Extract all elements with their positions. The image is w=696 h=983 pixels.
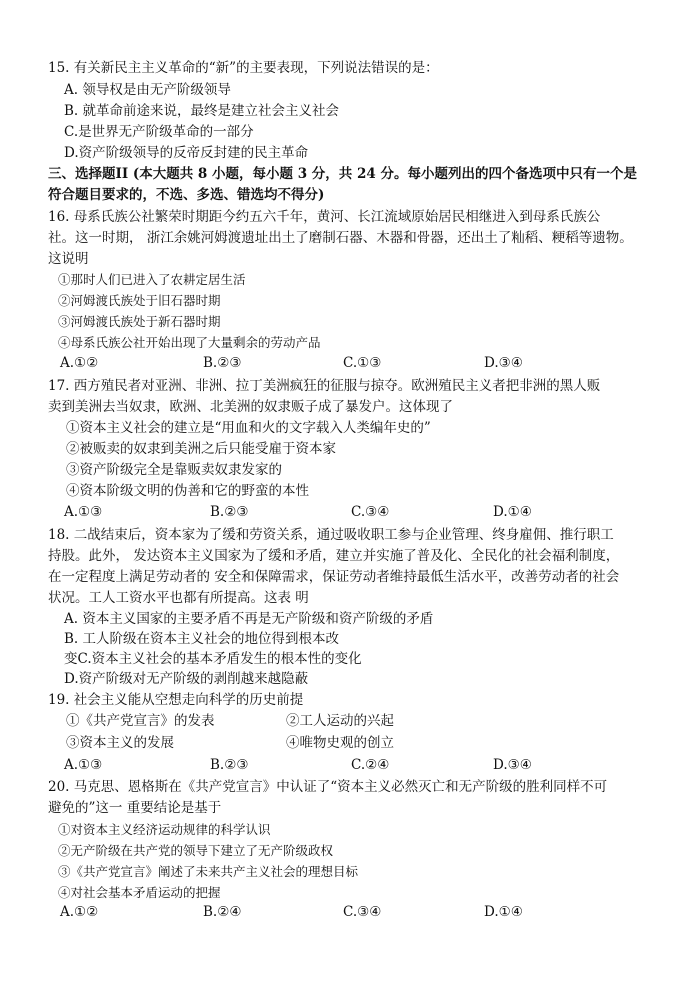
q20-stem-line1: 20. 马克思、恩格斯在《共产党宣言》中认证了“资本主义必然灭亡和无产阶级的胜利同样不可 — [48, 779, 608, 795]
q17-stem-line1: 17. 西方殖民者对亚洲、非洲、拉丁美洲疯狂的征服与掠夺。欧洲殖民主义者把非洲的黑人贩 — [48, 378, 601, 394]
q16-choice-a: A.①② — [60, 355, 99, 371]
q15-option-c: C.是世界无产阶级革命的一部分 — [64, 124, 254, 140]
q19-choice-c: C.②④ — [351, 757, 390, 773]
q19-item-2: ②工人运动的兴起 — [286, 713, 394, 729]
q18-stem-line2: 持股。此外， 发达资本主义国家为了缓和矛盾，建立并实施了普及化、全民化的社会福利制度， — [48, 548, 620, 564]
q19-choice-d: D.③④ — [493, 757, 532, 773]
q17-item-2: ②被贩卖的奴隶到美洲之后只能受雇于资本家 — [66, 441, 336, 457]
q16-item-3: ③河姆渡氏族处于新石器时期 — [58, 314, 221, 329]
q15-option-b: B. 就革命前途来说，最终是建立社会主义社会 — [64, 103, 340, 119]
q19-choices — [0, 755, 696, 775]
section3-heading-line2: 符合题目要求的，不选、多选、错选均不得分) — [48, 187, 325, 203]
q18-stem-line3: 在一定程度上满足劳动者的 安全和保障需求，保证劳动者维持最低生活水平，改善劳动者的社会 — [48, 569, 620, 585]
q18-option-a: A. 资本主义国家的主要矛盾不再是无产阶级和资产阶级的矛盾 — [64, 611, 434, 627]
q19-item-3: ③资本主义的发展 — [66, 735, 174, 751]
section3-heading-line1: 三、选择题II (本大题共 8 小题，每小题 3 分，共 24 分。每小题列出的四个备选项中只有一个是 — [48, 166, 637, 182]
q19-items-row2 — [0, 733, 696, 753]
q17-stem-line2: 卖到美洲去当奴隶，欧洲、北美洲的奴隶贩子成了暴发户。这体现了 — [48, 399, 453, 415]
q16-choice-d: D.③④ — [484, 355, 523, 371]
q20-choice-d: D.①④ — [484, 904, 523, 920]
q15-option-a: A. 领导权是由无产阶级领导 — [64, 82, 231, 98]
q20-item-1: ①对资本主义经济运动规律的科学认识 — [58, 822, 271, 837]
q20-item-4: ④对社会基本矛盾运动的把握 — [58, 885, 221, 900]
q16-item-1: ①那时人们已进入了农耕定居生活 — [58, 272, 246, 287]
q19-stem: 19. 社会主义能从空想走向科学的历史前提 — [48, 692, 304, 708]
q19-item-4: ④唯物史观的创立 — [286, 735, 394, 751]
q17-choice-c: C.③④ — [351, 504, 390, 520]
q19-choice-a: A.①③ — [64, 757, 103, 773]
q19-items-row1 — [0, 711, 696, 731]
q20-item-2: ②无产阶级在共产党的领导下建立了无产阶级政权 — [58, 843, 334, 858]
q16-choice-b: B.②③ — [203, 355, 242, 371]
q17-item-4: ④资本阶级文明的伪善和它的野蛮的本性 — [66, 483, 309, 499]
q16-choice-c: C.①③ — [343, 355, 382, 371]
q16-stem-line1: 16. 母系氏族公社繁荣时期距今约五六千年，黄河、长江流域原始居民相继进入到母系氏族公 — [48, 209, 601, 225]
q17-choice-d: D.①④ — [493, 504, 532, 520]
q20-choice-c: C.③④ — [343, 904, 382, 920]
q20-choice-a: A.①② — [60, 904, 99, 920]
q18-option-c: 变C.资本主义社会的基本矛盾发生的根本性的变化 — [64, 651, 362, 667]
q18-option-d: D.资产阶级对无产阶级的剥削越来越隐蔽 — [64, 671, 309, 687]
q17-choices — [0, 502, 696, 522]
q20-item-3: ③《共产党宣言》阐述了未来共产主义社会的理想目标 — [58, 864, 359, 879]
q18-stem-line1: 18. 二战结束后，资本家为了缓和劳资关系，通过吸收职工参与企业管理、终身雇佣、推行职工 — [48, 527, 614, 543]
q15-option-d: D.资产阶级领导的反帝反封建的民主革命 — [64, 145, 309, 161]
q17-choice-b: B.②③ — [210, 504, 249, 520]
q17-item-1: ①资本主义社会的建立是“用血和火的文字载入人类编年史的” — [66, 420, 431, 436]
q20-choices — [0, 902, 696, 922]
q17-item-3: ③资产阶级完全是靠贩卖奴隶发家的 — [66, 462, 282, 478]
q19-item-1: ①《共产党宣言》的发表 — [66, 713, 215, 729]
q20-stem-line2: 避免的”这一 重要结论是基于 — [48, 800, 222, 816]
q20-choice-b: B.②④ — [203, 904, 242, 920]
q16-stem-line3: 这说明 — [48, 251, 89, 267]
q18-stem-line4: 状况。工人工资水平也都有所提高。这表 明 — [48, 590, 309, 606]
q16-item-2: ②河姆渡氏族处于旧石器时期 — [58, 293, 221, 308]
q16-stem-line2: 社。这一时期， 浙江余姚河姆渡遗址出土了磨制石器、木器和骨器，还出土了籼稻、粳稻等遗物。 — [48, 230, 633, 246]
q18-option-b: B. 工人阶级在资本主义社会的地位得到根本改 — [64, 631, 340, 647]
q15-stem: 15. 有关新民主主义革命的“新”的主要表现，下列说法错误的是： — [48, 60, 439, 76]
q16-choices — [0, 353, 696, 373]
q19-choice-b: B.②③ — [210, 757, 249, 773]
q17-choice-a: A.①③ — [64, 504, 103, 520]
q16-item-4: ④母系氏族公社开始出现了大量剩余的劳动产品 — [58, 335, 321, 350]
